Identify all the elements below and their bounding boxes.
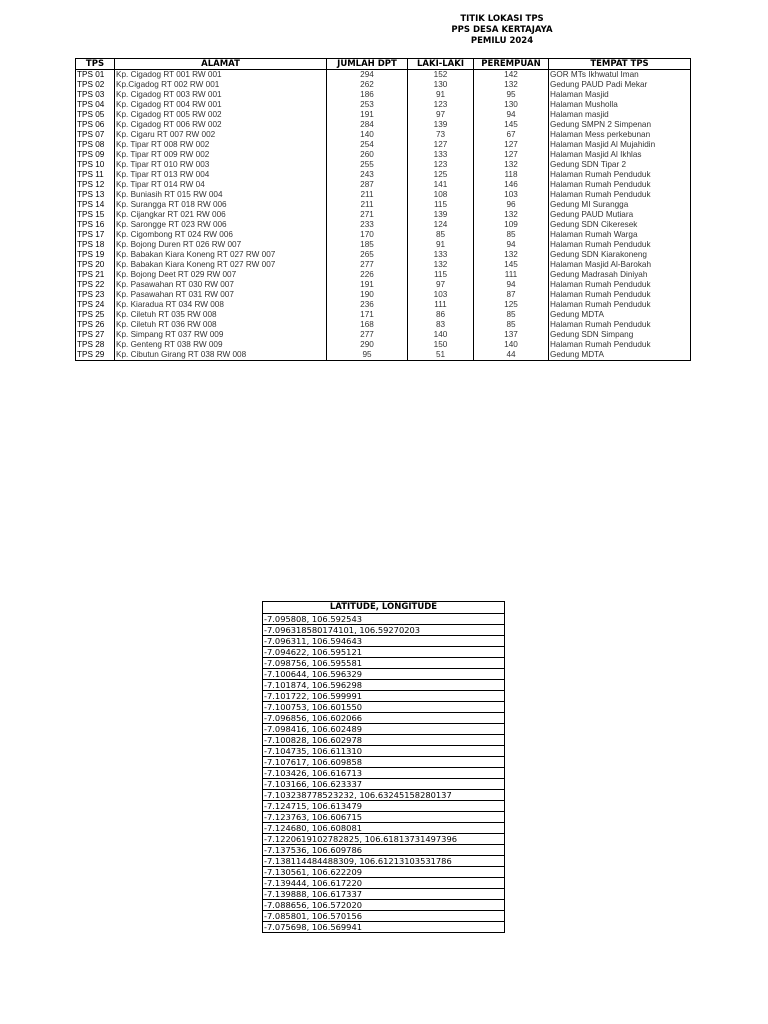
jumlah-dpt-cell: 243 <box>327 170 408 180</box>
table-row <box>76 220 691 230</box>
table-row <box>263 845 505 856</box>
laki-laki-cell: 97 <box>408 280 474 290</box>
jumlah-dpt-cell: 255 <box>327 160 408 170</box>
perempuan-cell: 127 <box>474 140 549 150</box>
coordinate-cell: -7.096856, 106.602066 <box>263 713 505 724</box>
tps-number-cell: TPS 05 <box>76 110 115 120</box>
jumlah-dpt-cell: 236 <box>327 300 408 310</box>
tps-number-cell: TPS 13 <box>76 190 115 200</box>
table-row <box>76 130 691 140</box>
alamat-cell: Kp. Bojong Duren RT 026 RW 007 <box>115 240 327 250</box>
alamat-cell: Kp.Cigadog RT 002 RW 001 <box>115 80 327 90</box>
jumlah-dpt-cell: 95 <box>327 350 408 361</box>
table-row <box>263 713 505 724</box>
laki-laki-cell: 140 <box>408 330 474 340</box>
table-row <box>76 300 691 310</box>
column-header-laki-laki: LAKI-LAKI <box>408 59 474 70</box>
jumlah-dpt-cell: 168 <box>327 320 408 330</box>
table-row <box>76 80 691 90</box>
coordinate-cell: -7.137536, 106.609786 <box>263 845 505 856</box>
perempuan-cell: 127 <box>474 150 549 160</box>
coordinate-cell: -7.100644, 106.596329 <box>263 669 505 680</box>
jumlah-dpt-cell: 265 <box>327 250 408 260</box>
tempat-tps-cell: GOR MTs Ikhwatul Iman <box>549 70 691 81</box>
tempat-tps-cell: Halaman Masjid <box>549 90 691 100</box>
laki-laki-cell: 133 <box>408 250 474 260</box>
coordinate-cell: -7.124715, 106.613479 <box>263 801 505 812</box>
tps-number-cell: TPS 21 <box>76 270 115 280</box>
coordinate-cell: -7.100753, 106.601550 <box>263 702 505 713</box>
tempat-tps-cell: Halaman Mess perkebunan <box>549 130 691 140</box>
coordinate-cell: -7.103238778523232, 106.63245158280137 <box>263 790 505 801</box>
coordinate-cell: -7.130561, 106.622209 <box>263 867 505 878</box>
alamat-cell: Kp. Tipar RT 008 RW 002 <box>115 140 327 150</box>
table-row <box>263 834 505 845</box>
table-row <box>263 867 505 878</box>
perempuan-cell: 132 <box>474 160 549 170</box>
coordinate-cell: -7.094622, 106.595121 <box>263 647 505 658</box>
coordinates-table <box>262 601 505 933</box>
alamat-cell: Kp. Cigadog RT 001 RW 001 <box>115 70 327 81</box>
tps-number-cell: TPS 15 <box>76 210 115 220</box>
alamat-cell: Kp. Babakan Kiara Koneng RT 027 RW 007 <box>115 250 327 260</box>
perempuan-cell: 145 <box>474 260 549 270</box>
tps-number-cell: TPS 29 <box>76 350 115 361</box>
perempuan-cell: 140 <box>474 340 549 350</box>
tempat-tps-cell: Halaman Rumah Penduduk <box>549 280 691 290</box>
perempuan-cell: 87 <box>474 290 549 300</box>
alamat-cell: Kp. Simpang RT 037 RW 009 <box>115 330 327 340</box>
tps-number-cell: TPS 23 <box>76 290 115 300</box>
tempat-tps-cell: Halaman Rumah Penduduk <box>549 320 691 330</box>
table-row <box>76 260 691 270</box>
tps-number-cell: TPS 10 <box>76 160 115 170</box>
laki-laki-cell: 108 <box>408 190 474 200</box>
laki-laki-cell: 51 <box>408 350 474 361</box>
table-row <box>76 180 691 190</box>
table-row <box>263 856 505 867</box>
alamat-cell: Kp. Cigombong RT 024 RW 006 <box>115 230 327 240</box>
laki-laki-cell: 139 <box>408 210 474 220</box>
tempat-tps-cell: Gedung SDN Tipar 2 <box>549 160 691 170</box>
alamat-cell: Kp. Genteng RT 038 RW 009 <box>115 340 327 350</box>
table-row <box>263 658 505 669</box>
tps-number-cell: TPS 16 <box>76 220 115 230</box>
coordinate-cell: -7.098756, 106.595581 <box>263 658 505 669</box>
table-row <box>76 70 691 81</box>
tps-location-table <box>75 58 691 361</box>
perempuan-cell: 85 <box>474 310 549 320</box>
table-row <box>76 110 691 120</box>
tps-number-cell: TPS 19 <box>76 250 115 260</box>
perempuan-cell: 111 <box>474 270 549 280</box>
tempat-tps-cell: Halaman Rumah Penduduk <box>549 170 691 180</box>
perempuan-cell: 94 <box>474 110 549 120</box>
column-header-tempat-tps: TEMPAT TPS <box>549 59 691 70</box>
jumlah-dpt-cell: 262 <box>327 80 408 90</box>
tps-number-cell: TPS 11 <box>76 170 115 180</box>
table-row <box>263 801 505 812</box>
table-row <box>76 320 691 330</box>
laki-laki-cell: 139 <box>408 120 474 130</box>
alamat-cell: Kp. Ciletuh RT 035 RW 008 <box>115 310 327 320</box>
jumlah-dpt-cell: 191 <box>327 110 408 120</box>
perempuan-cell: 130 <box>474 100 549 110</box>
tps-number-cell: TPS 28 <box>76 340 115 350</box>
jumlah-dpt-cell: 260 <box>327 150 408 160</box>
jumlah-dpt-cell: 284 <box>327 120 408 130</box>
table-header-row <box>263 602 505 614</box>
coordinate-cell: -7.095808, 106.592543 <box>263 614 505 625</box>
jumlah-dpt-cell: 287 <box>327 180 408 190</box>
tempat-tps-cell: Halaman Rumah Penduduk <box>549 180 691 190</box>
table-row <box>76 210 691 220</box>
table-row <box>76 160 691 170</box>
tempat-tps-cell: Halaman Rumah Penduduk <box>549 300 691 310</box>
jumlah-dpt-cell: 294 <box>327 70 408 81</box>
tempat-tps-cell: Halaman masjid <box>549 110 691 120</box>
coordinate-cell: -7.124680, 106.608081 <box>263 823 505 834</box>
laki-laki-cell: 111 <box>408 300 474 310</box>
table-row <box>76 170 691 180</box>
laki-laki-cell: 133 <box>408 150 474 160</box>
jumlah-dpt-cell: 226 <box>327 270 408 280</box>
table-row <box>76 240 691 250</box>
table-row <box>76 100 691 110</box>
tps-number-cell: TPS 09 <box>76 150 115 160</box>
laki-laki-cell: 73 <box>408 130 474 140</box>
coordinate-cell: -7.138114484488309, 106.61213103531786 <box>263 856 505 867</box>
table-row <box>263 823 505 834</box>
table-row <box>76 190 691 200</box>
jumlah-dpt-cell: 290 <box>327 340 408 350</box>
table-row <box>263 812 505 823</box>
tps-number-cell: TPS 20 <box>76 260 115 270</box>
document-year: PEMILU 2024 <box>470 36 534 46</box>
tps-number-cell: TPS 18 <box>76 240 115 250</box>
laki-laki-cell: 152 <box>408 70 474 81</box>
coordinate-cell: -7.139888, 106.617337 <box>263 889 505 900</box>
table-row <box>263 746 505 757</box>
table-row <box>76 270 691 280</box>
coordinate-cell: -7.088656, 106.572020 <box>263 900 505 911</box>
perempuan-cell: 94 <box>474 240 549 250</box>
perempuan-cell: 67 <box>474 130 549 140</box>
jumlah-dpt-cell: 140 <box>327 130 408 140</box>
perempuan-cell: 132 <box>474 250 549 260</box>
tempat-tps-cell: Gedung SMPN 2 Simpenan <box>549 120 691 130</box>
tempat-tps-cell: Halaman Masjid Al-Barokah <box>549 260 691 270</box>
tempat-tps-cell: Gedung MDTA <box>549 350 691 361</box>
table-row <box>263 702 505 713</box>
perempuan-cell: 96 <box>474 200 549 210</box>
alamat-cell: Kp. Cigadog RT 006 RW 002 <box>115 120 327 130</box>
table-row <box>76 350 691 361</box>
coordinate-cell: -7.101722, 106.599991 <box>263 691 505 702</box>
alamat-cell: Kp. Pasawahan RT 030 RW 007 <box>115 280 327 290</box>
tempat-tps-cell: Halaman Masjid Al Mujahidin <box>549 140 691 150</box>
table-row <box>263 691 505 702</box>
coordinate-cell: -7.107617, 106.609858 <box>263 757 505 768</box>
table-row <box>263 790 505 801</box>
perempuan-cell: 125 <box>474 300 549 310</box>
coordinate-cell: -7.101874, 106.596298 <box>263 680 505 691</box>
laki-laki-cell: 124 <box>408 220 474 230</box>
table-row <box>263 614 505 625</box>
coordinate-cell: -7.096318580174101, 106.59270203 <box>263 625 505 636</box>
jumlah-dpt-cell: 277 <box>327 330 408 340</box>
coordinate-cell: -7.100828, 106.602978 <box>263 735 505 746</box>
laki-laki-cell: 97 <box>408 110 474 120</box>
table-row <box>76 340 691 350</box>
table-row <box>76 230 691 240</box>
table-row <box>263 757 505 768</box>
coordinate-cell: -7.139444, 106.617220 <box>263 878 505 889</box>
tempat-tps-cell: Halaman Masjid Al Ikhlas <box>549 150 691 160</box>
jumlah-dpt-cell: 185 <box>327 240 408 250</box>
tempat-tps-cell: Gedung MDTA <box>549 310 691 320</box>
perempuan-cell: 145 <box>474 120 549 130</box>
table-row <box>263 889 505 900</box>
coordinate-cell: -7.1220619102782825, 106.61813731497396 <box>263 834 505 845</box>
laki-laki-cell: 115 <box>408 270 474 280</box>
table-row <box>263 768 505 779</box>
column-header-alamat: ALAMAT <box>115 59 327 70</box>
laki-laki-cell: 150 <box>408 340 474 350</box>
perempuan-cell: 146 <box>474 180 549 190</box>
laki-laki-cell: 91 <box>408 240 474 250</box>
tps-number-cell: TPS 27 <box>76 330 115 340</box>
table-row <box>76 280 691 290</box>
alamat-cell: Kp. Buniasih RT 015 RW 004 <box>115 190 327 200</box>
alamat-cell: Kp. Surangga RT 018 RW 006 <box>115 200 327 210</box>
table-row <box>76 120 691 130</box>
table-row <box>76 310 691 320</box>
tps-number-cell: TPS 03 <box>76 90 115 100</box>
perempuan-cell: 137 <box>474 330 549 340</box>
table-row <box>76 90 691 100</box>
jumlah-dpt-cell: 211 <box>327 200 408 210</box>
tempat-tps-cell: Gedung MI Surangga <box>549 200 691 210</box>
perempuan-cell: 109 <box>474 220 549 230</box>
tempat-tps-cell: Halaman Rumah Penduduk <box>549 340 691 350</box>
table-row <box>76 200 691 210</box>
tempat-tps-cell: Halaman Musholla <box>549 100 691 110</box>
tps-number-cell: TPS 01 <box>76 70 115 81</box>
alamat-cell: Kp. Cigadog RT 005 RW 002 <box>115 110 327 120</box>
document-title: TITIK LOKASI TPS <box>460 14 544 24</box>
tps-number-cell: TPS 08 <box>76 140 115 150</box>
column-header-perempuan: PEREMPUAN <box>474 59 549 70</box>
tps-number-cell: TPS 25 <box>76 310 115 320</box>
coordinate-cell: -7.075698, 106.569941 <box>263 922 505 933</box>
tps-number-cell: TPS 24 <box>76 300 115 310</box>
coordinate-cell: -7.103166, 106.623337 <box>263 779 505 790</box>
jumlah-dpt-cell: 191 <box>327 280 408 290</box>
tps-number-cell: TPS 22 <box>76 280 115 290</box>
column-header-latitude-longitude: LATITUDE, LONGITUDE <box>263 602 505 614</box>
tempat-tps-cell: Gedung PAUD Padi Mekar <box>549 80 691 90</box>
alamat-cell: Kp. Cigadog RT 003 RW 001 <box>115 90 327 100</box>
laki-laki-cell: 123 <box>408 160 474 170</box>
alamat-cell: Kp. Tipar RT 014 RW 04 <box>115 180 327 190</box>
perempuan-cell: 85 <box>474 320 549 330</box>
perempuan-cell: 103 <box>474 190 549 200</box>
table-row <box>263 724 505 735</box>
perempuan-cell: 85 <box>474 230 549 240</box>
coordinate-cell: -7.104735, 106.611310 <box>263 746 505 757</box>
jumlah-dpt-cell: 253 <box>327 100 408 110</box>
alamat-cell: Kp. Tipar RT 009 RW 002 <box>115 150 327 160</box>
table-row <box>263 735 505 746</box>
coordinate-cell: -7.085801, 106.570156 <box>263 911 505 922</box>
coordinate-cell: -7.123763, 106.606715 <box>263 812 505 823</box>
tempat-tps-cell: Gedung SDN Kiarakoneng <box>549 250 691 260</box>
table-header-row <box>76 59 691 70</box>
perempuan-cell: 142 <box>474 70 549 81</box>
column-header-jumlah-dpt: JUMLAH DPT <box>327 59 408 70</box>
table-row <box>263 900 505 911</box>
laki-laki-cell: 115 <box>408 200 474 210</box>
tps-number-cell: TPS 07 <box>76 130 115 140</box>
alamat-cell: Kp. Tipar RT 013 RW 004 <box>115 170 327 180</box>
table-row <box>263 922 505 933</box>
alamat-cell: Kp. Sarongge RT 023 RW 006 <box>115 220 327 230</box>
tps-number-cell: TPS 12 <box>76 180 115 190</box>
perempuan-cell: 132 <box>474 80 549 90</box>
tempat-tps-cell: Halaman Rumah Warga <box>549 230 691 240</box>
tempat-tps-cell: Gedung PAUD Mutiara <box>549 210 691 220</box>
alamat-cell: Kp. Bojong Deet RT 029 RW 007 <box>115 270 327 280</box>
perempuan-cell: 118 <box>474 170 549 180</box>
table-row <box>76 140 691 150</box>
tps-number-cell: TPS 26 <box>76 320 115 330</box>
table-row <box>263 625 505 636</box>
table-row <box>76 290 691 300</box>
table-row <box>263 779 505 790</box>
table-row <box>263 878 505 889</box>
laki-laki-cell: 130 <box>408 80 474 90</box>
jumlah-dpt-cell: 254 <box>327 140 408 150</box>
coordinate-cell: -7.103426, 106.616713 <box>263 768 505 779</box>
jumlah-dpt-cell: 190 <box>327 290 408 300</box>
jumlah-dpt-cell: 271 <box>327 210 408 220</box>
alamat-cell: Kp. Kiaradua RT 034 RW 008 <box>115 300 327 310</box>
perempuan-cell: 132 <box>474 210 549 220</box>
jumlah-dpt-cell: 233 <box>327 220 408 230</box>
alamat-cell: Kp. Cigaru RT 007 RW 002 <box>115 130 327 140</box>
coordinate-cell: -7.096311, 106.594643 <box>263 636 505 647</box>
laki-laki-cell: 125 <box>408 170 474 180</box>
laki-laki-cell: 86 <box>408 310 474 320</box>
laki-laki-cell: 141 <box>408 180 474 190</box>
jumlah-dpt-cell: 277 <box>327 260 408 270</box>
jumlah-dpt-cell: 211 <box>327 190 408 200</box>
laki-laki-cell: 103 <box>408 290 474 300</box>
laki-laki-cell: 91 <box>408 90 474 100</box>
column-header-tps: TPS <box>76 59 115 70</box>
alamat-cell: Kp. Pasawahan RT 031 RW 007 <box>115 290 327 300</box>
tps-number-cell: TPS 17 <box>76 230 115 240</box>
tps-number-cell: TPS 06 <box>76 120 115 130</box>
table-row <box>263 636 505 647</box>
table-row <box>263 911 505 922</box>
jumlah-dpt-cell: 171 <box>327 310 408 320</box>
tempat-tps-cell: Gedung SDN Cikeresek <box>549 220 691 230</box>
perempuan-cell: 95 <box>474 90 549 100</box>
table-row <box>263 647 505 658</box>
alamat-cell: Kp. Ciletuh RT 036 RW 008 <box>115 320 327 330</box>
laki-laki-cell: 123 <box>408 100 474 110</box>
document-subtitle: PPS DESA KERTAJAYA <box>451 25 553 35</box>
laki-laki-cell: 85 <box>408 230 474 240</box>
perempuan-cell: 44 <box>474 350 549 361</box>
alamat-cell: Kp. Cibutun Girang RT 038 RW 008 <box>115 350 327 361</box>
jumlah-dpt-cell: 170 <box>327 230 408 240</box>
coordinate-cell: -7.098416, 106.602489 <box>263 724 505 735</box>
alamat-cell: Kp. Cijangkar RT 021 RW 006 <box>115 210 327 220</box>
table-row <box>76 250 691 260</box>
tps-number-cell: TPS 14 <box>76 200 115 210</box>
perempuan-cell: 94 <box>474 280 549 290</box>
table-row <box>263 680 505 691</box>
tempat-tps-cell: Gedung SDN Simpang <box>549 330 691 340</box>
tempat-tps-cell: Halaman Rumah Penduduk <box>549 190 691 200</box>
table-row <box>76 330 691 340</box>
alamat-cell: Kp. Babakan Kiara Koneng RT 027 RW 007 <box>115 260 327 270</box>
laki-laki-cell: 132 <box>408 260 474 270</box>
tempat-tps-cell: Halaman Rumah Penduduk <box>549 240 691 250</box>
tempat-tps-cell: Gedung Madrasah Diniyah <box>549 270 691 280</box>
laki-laki-cell: 83 <box>408 320 474 330</box>
tps-number-cell: TPS 04 <box>76 100 115 110</box>
table-row <box>263 669 505 680</box>
jumlah-dpt-cell: 186 <box>327 90 408 100</box>
tempat-tps-cell: Halaman Rumah Penduduk <box>549 290 691 300</box>
laki-laki-cell: 127 <box>408 140 474 150</box>
table-row <box>76 150 691 160</box>
alamat-cell: Kp. Tipar RT 010 RW 003 <box>115 160 327 170</box>
tps-number-cell: TPS 02 <box>76 80 115 90</box>
alamat-cell: Kp. Cigadog RT 004 RW 001 <box>115 100 327 110</box>
